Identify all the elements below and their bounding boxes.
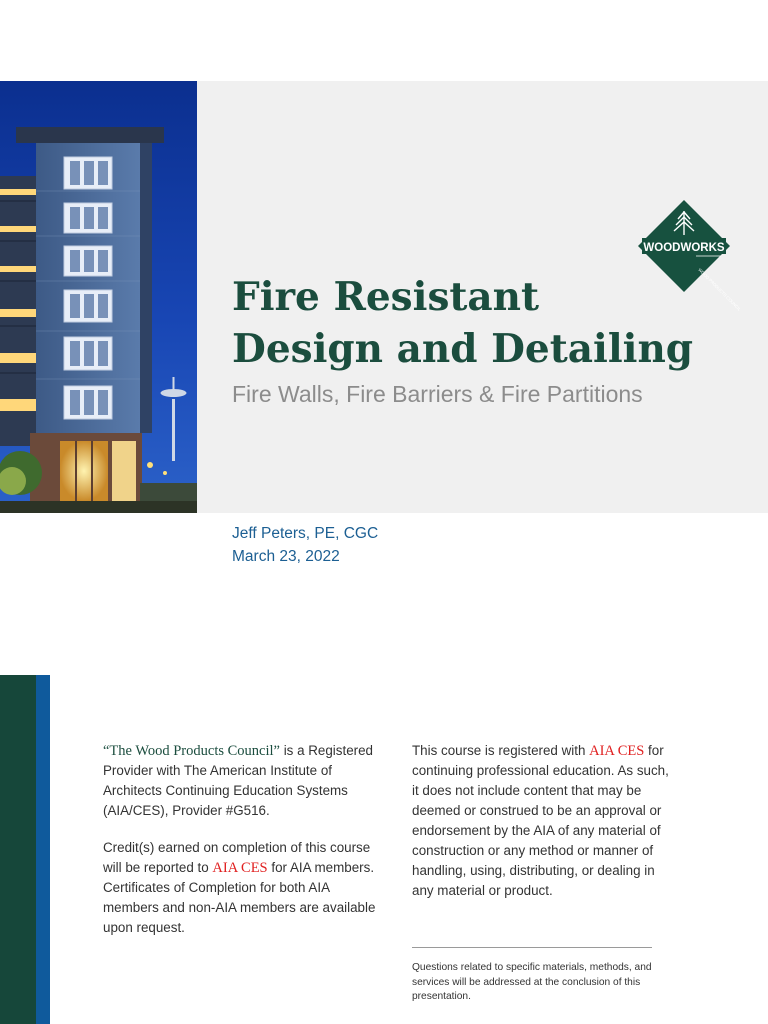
provider-paragraph — [103, 741, 378, 821]
registration-text-start: This course is registered with — [412, 743, 590, 758]
presenter-name: Jeff Peters, PE, CGC — [232, 525, 379, 542]
title-line-1: Fire Resistant — [232, 274, 540, 320]
svg-text:WOODWORKS: WOODWORKS — [643, 242, 725, 254]
divider-rule — [412, 947, 652, 948]
aia-ces-label: AIA CES — [589, 743, 645, 759]
questions-note: Questions related to specific materials, methods, and services will be addressed at the conclusion of this presentation. — [412, 962, 652, 1002]
aia-disclosure-slide — [0, 675, 768, 1024]
credits-paragraph — [103, 838, 378, 938]
presenter-info — [232, 522, 378, 568]
title-slide — [0, 81, 768, 565]
accent-bar-green — [0, 675, 36, 1024]
title-line-2: Design and Detailing — [232, 326, 694, 372]
registration-column — [412, 741, 670, 901]
provider-column — [103, 741, 378, 938]
presentation-title — [232, 271, 693, 375]
credits-text-start: Credit(s) earned on completion of this course will be reported to — [103, 840, 371, 875]
registration-text-end: for continuing professional education. As such, it does not include content that may be deemed or construed to be an approval or endorsement by the AIA of any material of construction or any method or manner of handling, using, distributing, or dealing in any material or product. — [412, 743, 669, 898]
building-photo — [0, 81, 197, 513]
accent-bar-blue — [36, 675, 50, 1024]
provider-text: is a Registered Provider with The American Institute of Architects Continuing Education Systems (AIA/CES), Provider #G516. — [103, 743, 374, 818]
credits-text-end: for AIA members. Certificates of Completion for both AIA members and non-AIA members are available upon request. — [103, 860, 376, 935]
presentation-subtitle: Fire Walls, Fire Barriers & Fire Partitions — [232, 381, 643, 407]
svg-text:WOOD PRODUCTS COUNCIL: WOOD PRODUCTS COUNCIL — [697, 267, 742, 312]
registration-paragraph — [412, 741, 670, 901]
aia-ces-label: AIA CES — [212, 860, 268, 876]
organization-name: “The Wood Products Council” — [103, 743, 280, 759]
presentation-date: March 23, 2022 — [232, 548, 340, 565]
